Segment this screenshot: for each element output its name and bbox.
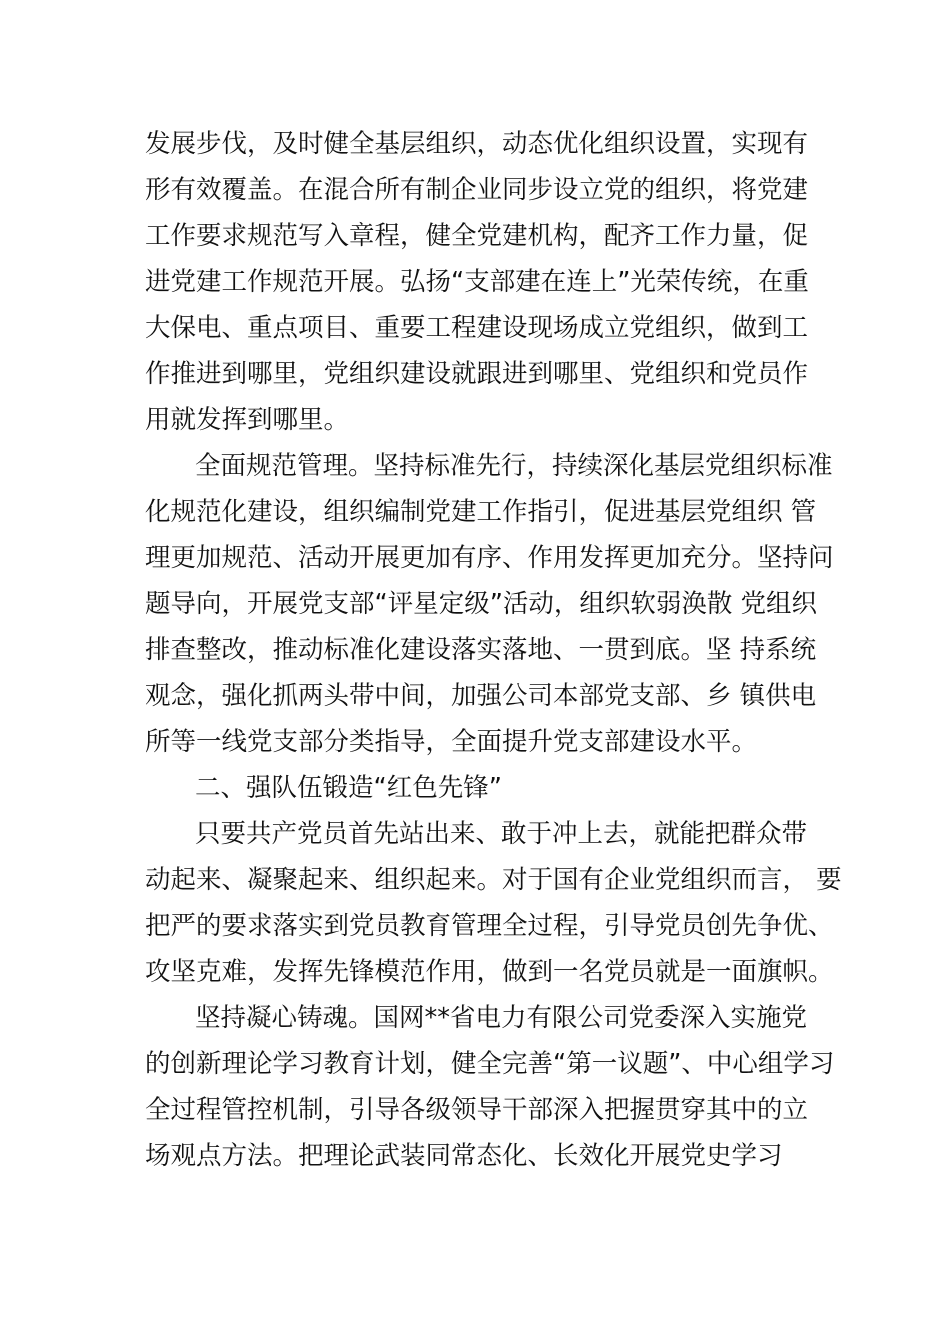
text-line: 大保电、重点项目、重要工程建设现场成立党组织，做到工: [145, 313, 809, 343]
text-line: 排查整改，推动标准化建设落实落地、一贯到底。坚 持系统: [145, 635, 817, 665]
text-line: 的创新理论学习教育计划，健全完善“第一议题”、中心组学习: [145, 1049, 835, 1079]
text-line: 用就发挥到哪里。: [145, 405, 350, 435]
text-line: 题导向，开展党支部“评星定级”活动，组织软弱涣散 党组织: [145, 589, 818, 619]
paragraph-start: 只要共产党员首先站出来、敢于冲上去，就能把群众带: [195, 819, 808, 849]
text-line: 攻坚克难，发挥先锋模范作用，做到一名党员就是一面旗帜。: [145, 957, 834, 987]
section-heading: 二、强队伍锻造“红色先锋”: [195, 773, 502, 803]
paragraph-heading: 坚持凝心铸魂。国网**省电力有限公司党委深入实施党: [195, 1003, 808, 1033]
text-line: 动起来、凝聚起来、组织起来。对于国有企业党组织而言， 要: [145, 865, 842, 895]
text-line: 工作要求规范写入章程，健全党建机构，配齐工作力量，促: [145, 221, 809, 251]
text-line: 全过程管控机制，引导各级领导干部深入把握贯穿其中的立: [145, 1095, 809, 1125]
text-line: 作推进到哪里，党组织建设就跟进到哪里、党组织和党员作: [145, 359, 809, 389]
text-line: 所等一线党支部分类指导，全面提升党支部建设水平。: [145, 727, 758, 757]
text-line: 进党建工作规范开展。弘扬“支部建在连上”光荣传统，在重: [145, 267, 809, 297]
text-line: 观念，强化抓两头带中间，加强公司本部党支部、乡 镇供电: [145, 681, 817, 711]
text-line: 理更加规范、活动开展更加有序、作用发挥更加充分。坚持问: [145, 543, 834, 573]
text-line: 把严的要求落实到党员教育管理全过程，引导党员创先争优、: [145, 911, 834, 941]
text-line: 化规范化建设，组织编制党建工作指引，促进基层党组织 管: [145, 497, 817, 527]
paragraph-heading: 全面规范管理。坚持标准先行，持续深化基层党组织标准: [195, 451, 833, 481]
text-line: 形有效覆盖。在混合所有制企业同步设立党的组织，将党建: [145, 175, 809, 205]
text-line: 场观点方法。把理论武装同常态化、长效化开展党史学习: [145, 1141, 783, 1171]
text-line: 发展步伐，及时健全基层组织，动态优化组织设置，实现有: [145, 129, 809, 159]
